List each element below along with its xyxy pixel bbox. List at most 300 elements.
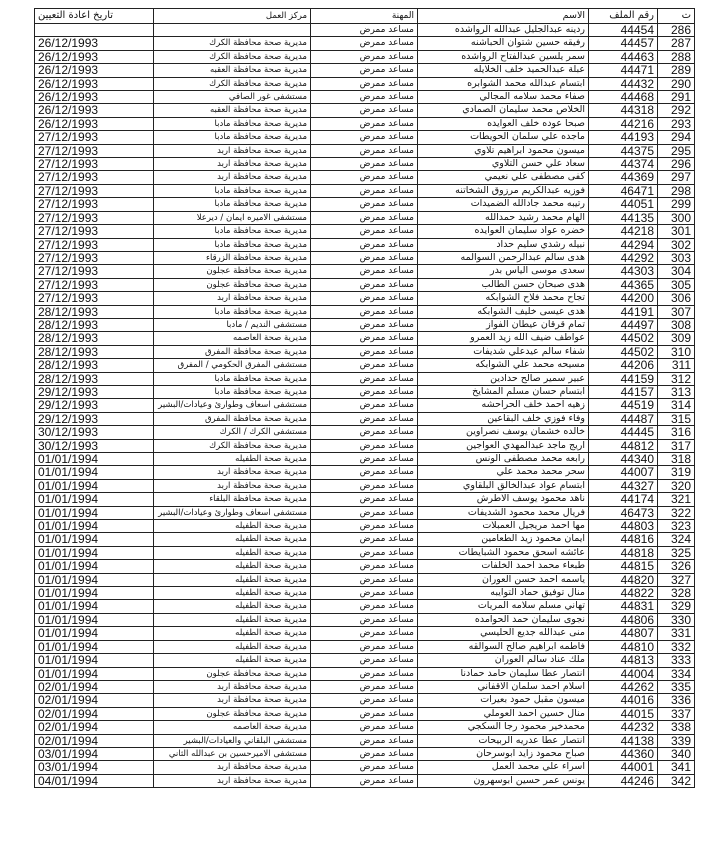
table-row <box>35 774 695 787</box>
cell-date: 26/12/1993 <box>35 37 154 50</box>
cell-date: 27/12/1993 <box>35 238 154 251</box>
personnel-table-page <box>34 8 691 788</box>
reappointment-table <box>34 8 695 788</box>
cell-date: 27/12/1993 <box>35 211 154 224</box>
cell-name: الخلاص محمد سليمان الصمادي <box>418 104 589 117</box>
cell-profession: مساعد ممرض <box>311 453 418 466</box>
cell-file-number: 44138 <box>589 734 658 747</box>
cell-profession: مساعد ممرض <box>311 734 418 747</box>
table-row <box>35 37 695 50</box>
cell-date: 28/12/1993 <box>35 372 154 385</box>
cell-file-number: 44818 <box>589 546 658 559</box>
cell-serial: 324 <box>658 533 695 546</box>
cell-profession: مساعد ممرض <box>311 171 418 184</box>
cell-file-number: 44193 <box>589 131 658 144</box>
cell-file-number: 44806 <box>589 613 658 626</box>
cell-profession: مساعد ممرض <box>311 680 418 693</box>
cell-serial: 305 <box>658 278 695 291</box>
cell-date: 01/01/1994 <box>35 627 154 640</box>
table-row <box>35 372 695 385</box>
cell-date: 01/01/1994 <box>35 493 154 506</box>
cell-profession: مساعد ممرض <box>311 587 418 600</box>
table-row <box>35 144 695 157</box>
cell-profession: مساعد ممرض <box>311 412 418 425</box>
cell-serial: 313 <box>658 385 695 398</box>
cell-name: محمدخير محمود رجا السكجي <box>418 721 589 734</box>
table-row <box>35 721 695 734</box>
cell-work-center: مديرية صحة الطفيله <box>154 533 311 546</box>
cell-file-number: 44831 <box>589 600 658 613</box>
cell-work-center: مديرية صحة محافظة مادبا <box>154 117 311 130</box>
cell-name: انتصار عطا سليمان حامد حمادنا <box>418 667 589 680</box>
table-row <box>35 278 695 291</box>
cell-profession: مساعد ممرض <box>311 506 418 519</box>
cell-name: صفاء محمد سلامه المجالي <box>418 91 589 104</box>
cell-file-number: 44294 <box>589 238 658 251</box>
cell-serial: 293 <box>658 117 695 130</box>
cell-serial: 294 <box>658 131 695 144</box>
cell-file-number: 44262 <box>589 680 658 693</box>
cell-name: منال توفيق حماد التوايبه <box>418 587 589 600</box>
cell-date: 01/01/1994 <box>35 520 154 533</box>
cell-name: صباح محمود زايد ابوسرحان <box>418 747 589 760</box>
cell-serial: 299 <box>658 198 695 211</box>
cell-file-number: 46471 <box>589 184 658 197</box>
cell-date: 01/01/1994 <box>35 600 154 613</box>
cell-file-number: 44375 <box>589 144 658 157</box>
table-row <box>35 385 695 398</box>
table-row <box>35 560 695 573</box>
cell-work-center: مديرية صحة محافظة الكرك <box>154 439 311 452</box>
table-row <box>35 251 695 264</box>
cell-date: 30/12/1993 <box>35 439 154 452</box>
cell-name: عبير سمير صالح حدادين <box>418 372 589 385</box>
cell-date: 28/12/1993 <box>35 318 154 331</box>
cell-date: 01/01/1994 <box>35 533 154 546</box>
cell-date: 02/01/1994 <box>35 694 154 707</box>
cell-profession: مساعد ممرض <box>311 774 418 787</box>
cell-date: 27/12/1993 <box>35 198 154 211</box>
cell-work-center: مستشفى البلقاني والعيادات/البشير <box>154 734 311 747</box>
table-row <box>35 734 695 747</box>
header-serial: ت <box>658 9 695 24</box>
cell-date: 27/12/1993 <box>35 225 154 238</box>
cell-date: 26/12/1993 <box>35 50 154 63</box>
cell-serial: 342 <box>658 774 695 787</box>
cell-profession: مساعد ممرض <box>311 707 418 720</box>
cell-name: كفى مصطفى علي نعيمي <box>418 171 589 184</box>
header-file-number: رقم الملف <box>589 9 658 24</box>
table-row <box>35 694 695 707</box>
cell-serial: 312 <box>658 372 695 385</box>
cell-work-center: مديرية صحة محافظة اربد <box>154 158 311 171</box>
cell-profession: مساعد ممرض <box>311 198 418 211</box>
cell-name: ملك عناد سالم العوران <box>418 654 589 667</box>
cell-profession: مساعد ممرض <box>311 359 418 372</box>
cell-file-number: 44807 <box>589 627 658 640</box>
cell-name: اسلام احمد سلمان الاقفاني <box>418 680 589 693</box>
cell-work-center: مديرية صحة محافظة العقبه <box>154 104 311 117</box>
cell-serial: 286 <box>658 24 695 37</box>
header-name: الاسم <box>418 9 589 24</box>
cell-profession: مساعد ممرض <box>311 600 418 613</box>
cell-work-center: مديرية صحة محافظة الزرقاء <box>154 251 311 264</box>
table-row <box>35 654 695 667</box>
cell-serial: 304 <box>658 265 695 278</box>
table-body <box>35 24 695 788</box>
cell-file-number: 44815 <box>589 560 658 573</box>
cell-date: 30/12/1993 <box>35 426 154 439</box>
cell-profession: مساعد ممرض <box>311 761 418 774</box>
cell-file-number: 44015 <box>589 707 658 720</box>
cell-serial: 309 <box>658 332 695 345</box>
cell-serial: 310 <box>658 345 695 358</box>
table-row <box>35 24 695 37</box>
cell-work-center: مديرية صحة محافظة الكرك <box>154 37 311 50</box>
cell-name: هدى عيسى خليف الشوابكه <box>418 305 589 318</box>
table-row <box>35 345 695 358</box>
cell-date: 04/01/1994 <box>35 774 154 787</box>
cell-profession: مساعد ممرض <box>311 117 418 130</box>
cell-date: 26/12/1993 <box>35 77 154 90</box>
cell-file-number: 44340 <box>589 453 658 466</box>
cell-profession: مساعد ممرض <box>311 278 418 291</box>
cell-date: 28/12/1993 <box>35 305 154 318</box>
cell-date: 27/12/1993 <box>35 184 154 197</box>
cell-date: 29/12/1993 <box>35 385 154 398</box>
cell-profession: مساعد ممرض <box>311 573 418 586</box>
cell-profession: مساعد ممرض <box>311 24 418 37</box>
cell-name: ناهد محمود يوسف الاطرش <box>418 493 589 506</box>
cell-work-center: مديرية صحة محافظة اربد <box>154 680 311 693</box>
cell-serial: 339 <box>658 734 695 747</box>
table-row <box>35 426 695 439</box>
cell-work-center: مديرية صحة محافظة الكرك <box>154 77 311 90</box>
cell-profession: مساعد ممرض <box>311 520 418 533</box>
cell-file-number: 44246 <box>589 774 658 787</box>
cell-name: رفيقه حسين شتوان الحباشنه <box>418 37 589 50</box>
table-row <box>35 587 695 600</box>
cell-work-center: مديرية صحة محافظة المفرق <box>154 412 311 425</box>
cell-serial: 338 <box>658 721 695 734</box>
table-row <box>35 77 695 90</box>
header-work-center: مركز العمل <box>154 9 311 24</box>
table-row <box>35 600 695 613</box>
cell-serial: 290 <box>658 77 695 90</box>
cell-work-center: مديرية صحة محافظة عجلون <box>154 278 311 291</box>
cell-name: نبيله رشدي سليم حداد <box>418 238 589 251</box>
cell-serial: 333 <box>658 654 695 667</box>
cell-name: تمام قرقان عيطان الفواز <box>418 318 589 331</box>
cell-file-number: 44004 <box>589 667 658 680</box>
cell-work-center: مديرية صحة محافظة عجلون <box>154 265 311 278</box>
cell-file-number: 44497 <box>589 318 658 331</box>
cell-file-number: 44457 <box>589 37 658 50</box>
cell-serial: 315 <box>658 412 695 425</box>
table-row <box>35 225 695 238</box>
table-row <box>35 640 695 653</box>
table-row <box>35 466 695 479</box>
cell-file-number: 44816 <box>589 533 658 546</box>
cell-serial: 291 <box>658 91 695 104</box>
cell-profession: مساعد ممرض <box>311 37 418 50</box>
cell-date: 27/12/1993 <box>35 265 154 278</box>
cell-name: شفاء سالم عيدعلي شديفات <box>418 345 589 358</box>
cell-date: 01/01/1994 <box>35 466 154 479</box>
cell-name: منال حسين احمد العوملي <box>418 707 589 720</box>
table-row <box>35 520 695 533</box>
cell-profession: مساعد ممرض <box>311 439 418 452</box>
cell-name: ايمان محمود زيد الطعامين <box>418 533 589 546</box>
cell-date: 01/01/1994 <box>35 546 154 559</box>
cell-work-center: مديرية صحة الطفيله <box>154 587 311 600</box>
cell-work-center: مديرية صحة محافظة مادبا <box>154 184 311 197</box>
cell-date: 03/01/1994 <box>35 761 154 774</box>
table-row <box>35 761 695 774</box>
cell-file-number: 44454 <box>589 24 658 37</box>
cell-serial: 319 <box>658 466 695 479</box>
cell-profession: مساعد ممرض <box>311 50 418 63</box>
cell-date: 26/12/1993 <box>35 91 154 104</box>
cell-serial: 308 <box>658 318 695 331</box>
cell-profession: مساعد ممرض <box>311 613 418 626</box>
cell-name: رتيبه محمد جادالله الضميدات <box>418 198 589 211</box>
cell-profession: مساعد ممرض <box>311 372 418 385</box>
cell-work-center: مديرية صحة الطفيله <box>154 654 311 667</box>
cell-profession: مساعد ممرض <box>311 385 418 398</box>
cell-profession: مساعد ممرض <box>311 654 418 667</box>
cell-date: 01/01/1994 <box>35 453 154 466</box>
cell-serial: 316 <box>658 426 695 439</box>
cell-serial: 322 <box>658 506 695 519</box>
table-row <box>35 707 695 720</box>
cell-date: 28/12/1993 <box>35 359 154 372</box>
cell-work-center: مديرية صحة محافظة البلقاء <box>154 493 311 506</box>
cell-name: تهاني مسلم سلامه المريات <box>418 600 589 613</box>
cell-file-number: 44810 <box>589 640 658 653</box>
cell-serial: 325 <box>658 546 695 559</box>
cell-work-center: مديرية صحة الطفيله <box>154 640 311 653</box>
cell-profession: مساعد ممرض <box>311 144 418 157</box>
cell-serial: 296 <box>658 158 695 171</box>
cell-file-number: 44218 <box>589 225 658 238</box>
cell-profession: مساعد ممرض <box>311 225 418 238</box>
cell-name: خالده خشمان يوسف نصراوين <box>418 426 589 439</box>
cell-name: فوزيه عبدالكريم مرزوق الشخاتنه <box>418 184 589 197</box>
cell-work-center: مديرية صحة محافظة اربد <box>154 171 311 184</box>
cell-date: 01/01/1994 <box>35 560 154 573</box>
cell-file-number: 46473 <box>589 506 658 519</box>
cell-profession: مساعد ممرض <box>311 332 418 345</box>
table-row <box>35 439 695 452</box>
table-row <box>35 292 695 305</box>
cell-profession: مساعد ممرض <box>311 694 418 707</box>
cell-profession: مساعد ممرض <box>311 251 418 264</box>
cell-date: 03/01/1994 <box>35 747 154 760</box>
cell-work-center: مديرية صحة محافظة اربد <box>154 479 311 492</box>
cell-name: سمر يلسين عبدالفتاح الرواشده <box>418 50 589 63</box>
table-row <box>35 332 695 345</box>
cell-profession: مساعد ممرض <box>311 318 418 331</box>
cell-date: 28/12/1993 <box>35 332 154 345</box>
cell-date: 01/01/1994 <box>35 640 154 653</box>
cell-work-center: مديرية صحة محافظة مادبا <box>154 238 311 251</box>
cell-profession: مساعد ممرض <box>311 546 418 559</box>
cell-work-center: مديرية صحة محافظة اربد <box>154 466 311 479</box>
cell-serial: 337 <box>658 707 695 720</box>
cell-serial: 298 <box>658 184 695 197</box>
cell-file-number: 44432 <box>589 77 658 90</box>
table-row <box>35 198 695 211</box>
cell-file-number: 44369 <box>589 171 658 184</box>
cell-file-number: 44360 <box>589 747 658 760</box>
cell-file-number: 44216 <box>589 117 658 130</box>
cell-profession: مساعد ممرض <box>311 265 418 278</box>
cell-file-number: 44813 <box>589 654 658 667</box>
cell-file-number: 44365 <box>589 278 658 291</box>
cell-date: 27/12/1993 <box>35 131 154 144</box>
cell-serial: 318 <box>658 453 695 466</box>
table-row <box>35 117 695 130</box>
cell-file-number: 44135 <box>589 211 658 224</box>
cell-date: 26/12/1993 <box>35 104 154 117</box>
cell-name: نجوى سليمان حمد الحوامده <box>418 613 589 626</box>
cell-name: منى عبدالله جديع الحليسي <box>418 627 589 640</box>
cell-date: 01/01/1994 <box>35 587 154 600</box>
cell-serial: 334 <box>658 667 695 680</box>
cell-work-center: مديرية صحة الطفيله <box>154 520 311 533</box>
cell-profession: مساعد ممرض <box>311 721 418 734</box>
cell-file-number: 44232 <box>589 721 658 734</box>
cell-date: 29/12/1993 <box>35 412 154 425</box>
cell-name: الهام محمد رشيد حمدالله <box>418 211 589 224</box>
cell-date: 01/01/1994 <box>35 573 154 586</box>
cell-work-center: مديرية صحة محافظة اربد <box>154 144 311 157</box>
cell-name: ابتسام حسان مسلم المشايخ <box>418 385 589 398</box>
cell-serial: 336 <box>658 694 695 707</box>
cell-serial: 289 <box>658 64 695 77</box>
cell-date: 02/01/1994 <box>35 707 154 720</box>
cell-serial: 287 <box>658 37 695 50</box>
cell-profession: مساعد ممرض <box>311 667 418 680</box>
cell-name: ياسمه احمد حسن العوران <box>418 573 589 586</box>
cell-serial: 288 <box>658 50 695 63</box>
cell-work-center: مستشفى النديم / مادبا <box>154 318 311 331</box>
cell-name: وفاء فوزي خلف البقاعين <box>418 412 589 425</box>
cell-profession: مساعد ممرض <box>311 399 418 412</box>
cell-file-number: 44822 <box>589 587 658 600</box>
cell-file-number: 44174 <box>589 493 658 506</box>
table-row <box>35 211 695 224</box>
cell-name: ردينه عبدالجليل عبدالله الرواشده <box>418 24 589 37</box>
cell-profession: مساعد ممرض <box>311 131 418 144</box>
table-row <box>35 64 695 77</box>
cell-work-center: مديرية صحة العاصمه <box>154 332 311 345</box>
cell-date: 02/01/1994 <box>35 734 154 747</box>
cell-serial: 301 <box>658 225 695 238</box>
cell-name: عائشه اسحق محمود الشبايطات <box>418 546 589 559</box>
table-row <box>35 493 695 506</box>
cell-serial: 303 <box>658 251 695 264</box>
cell-file-number: 44502 <box>589 332 658 345</box>
cell-date: 26/12/1993 <box>35 117 154 130</box>
cell-profession: مساعد ممرض <box>311 211 418 224</box>
table-row <box>35 359 695 372</box>
cell-profession: مساعد ممرض <box>311 184 418 197</box>
cell-serial: 292 <box>658 104 695 117</box>
cell-name: ابتسام عواد عبدالخالق البلقاوي <box>418 479 589 492</box>
cell-date: 26/12/1993 <box>35 64 154 77</box>
cell-profession: مساعد ممرض <box>311 560 418 573</box>
cell-date: 27/12/1993 <box>35 158 154 171</box>
cell-serial: 329 <box>658 600 695 613</box>
cell-work-center: مديرية صحة الطفيله <box>154 600 311 613</box>
cell-profession: مساعد ممرض <box>311 426 418 439</box>
cell-name: اريج ماجد عبدالمهدي العواجين <box>418 439 589 452</box>
cell-name: ميسون محمود ابراهيم تلاوي <box>418 144 589 157</box>
table-row <box>35 318 695 331</box>
cell-work-center: مستشفى اسعاف وطوارئ وعيادات/البشير <box>154 399 311 412</box>
cell-serial: 340 <box>658 747 695 760</box>
cell-name: عواطف ضيف الله زيد العمرو <box>418 332 589 345</box>
cell-date: 29/12/1993 <box>35 399 154 412</box>
cell-name: ميسون مقبل حمود بعيرات <box>418 694 589 707</box>
table-row <box>35 91 695 104</box>
header-profession: المهنة <box>311 9 418 24</box>
cell-name: فاطمه ابراهيم صالح السوالقه <box>418 640 589 653</box>
cell-file-number: 44463 <box>589 50 658 63</box>
cell-work-center: مديرية صحة محافظة اربد <box>154 292 311 305</box>
cell-date: 27/12/1993 <box>35 251 154 264</box>
cell-serial: 332 <box>658 640 695 653</box>
cell-work-center: مستشفى الاميره ايمان / ديرعلا <box>154 211 311 224</box>
cell-file-number: 44445 <box>589 426 658 439</box>
cell-file-number: 44374 <box>589 158 658 171</box>
table-row <box>35 546 695 559</box>
table-row <box>35 747 695 760</box>
cell-work-center: مديرية صحة محافظة عجلون <box>154 667 311 680</box>
table-row <box>35 171 695 184</box>
cell-work-center: مديرية صحة الطفيله <box>154 560 311 573</box>
cell-serial: 317 <box>658 439 695 452</box>
cell-profession: مساعد ممرض <box>311 345 418 358</box>
cell-file-number: 44318 <box>589 104 658 117</box>
cell-profession: مساعد ممرض <box>311 533 418 546</box>
cell-date <box>35 24 154 37</box>
cell-file-number: 44468 <box>589 91 658 104</box>
cell-profession: مساعد ممرض <box>311 104 418 117</box>
cell-profession: مساعد ممرض <box>311 77 418 90</box>
cell-file-number: 44471 <box>589 64 658 77</box>
cell-date: 01/01/1994 <box>35 654 154 667</box>
cell-work-center: مديرية صحة الطفيله <box>154 453 311 466</box>
cell-date: 27/12/1993 <box>35 278 154 291</box>
cell-name: يونس عمر حسين ابوسهرون <box>418 774 589 787</box>
cell-file-number: 44292 <box>589 251 658 264</box>
table-row <box>35 506 695 519</box>
cell-profession: مساعد ممرض <box>311 238 418 251</box>
table-row <box>35 412 695 425</box>
cell-work-center: مديرية صحة محافظة مادبا <box>154 225 311 238</box>
cell-date: 28/12/1993 <box>35 345 154 358</box>
cell-serial: 331 <box>658 627 695 640</box>
cell-serial: 326 <box>658 560 695 573</box>
cell-serial: 327 <box>658 573 695 586</box>
cell-profession: مساعد ممرض <box>311 640 418 653</box>
cell-file-number: 44001 <box>589 761 658 774</box>
cell-serial: 307 <box>658 305 695 318</box>
cell-work-center: مستشفى الاميرحسين بن عبدالله الثاني <box>154 747 311 760</box>
